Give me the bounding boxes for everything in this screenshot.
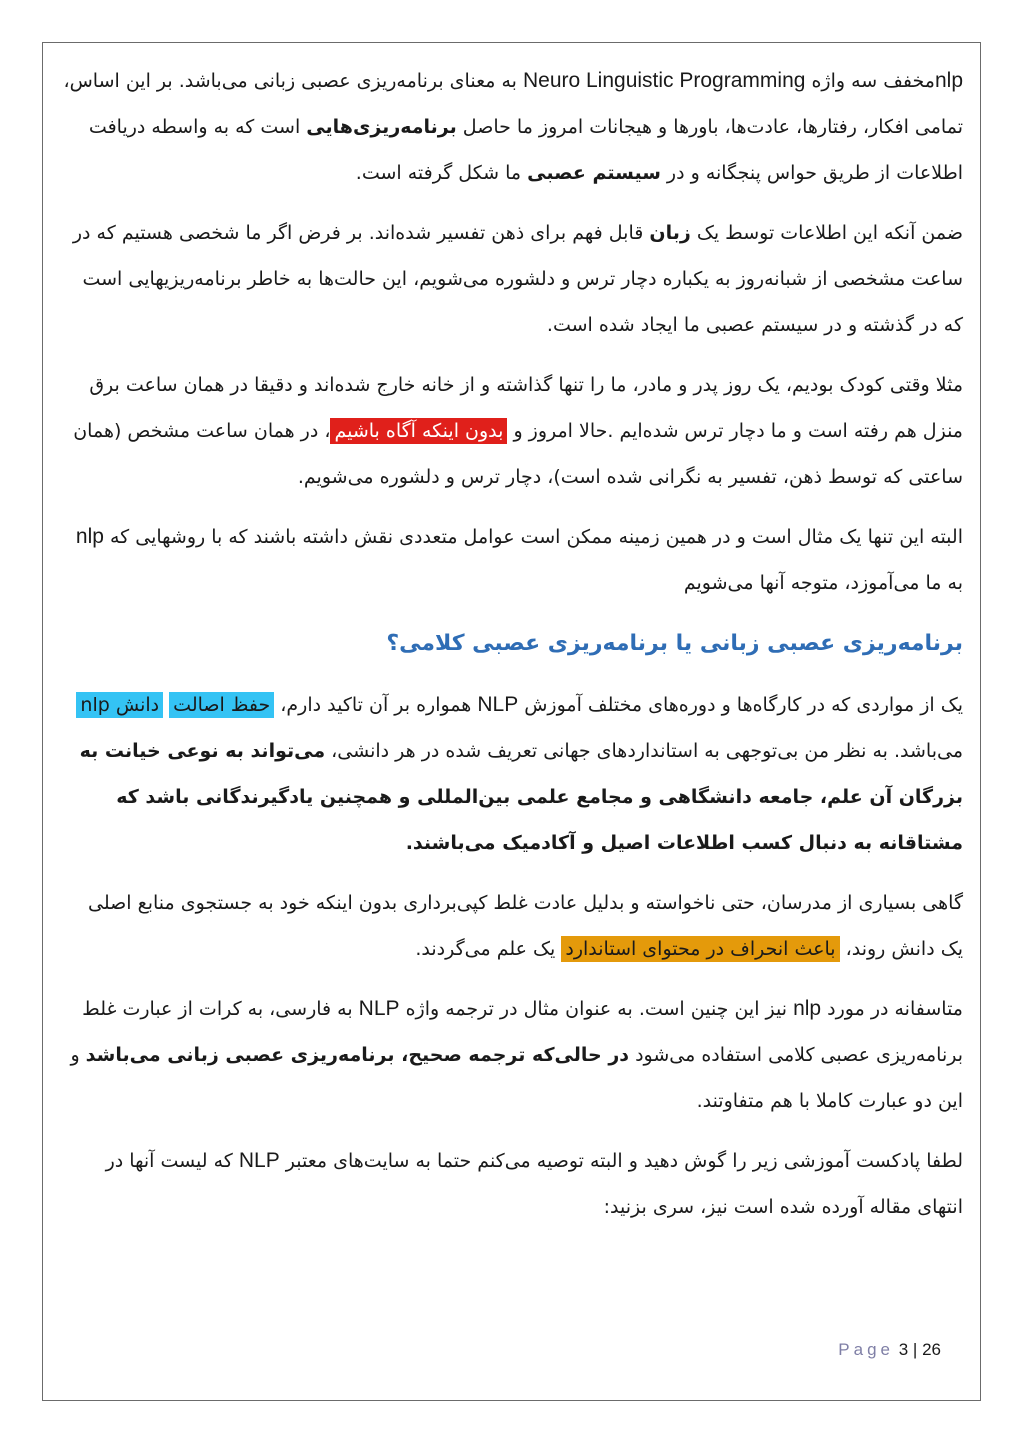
highlight-blue: دانش nlp	[76, 692, 163, 718]
highlight-red: بدون اینکه آگاه باشیم	[330, 418, 507, 444]
bold-statement: می‌تواند به نوعی خیانت به بزرگان آن علم، جامعه دانشگاهی و مجامع علمی بین‌المللی و همچنین یادگیرندگانی باشد که مشتاقانه به دنبال کسب اطلاعات اصیل و آکادمیک می‌باشند.	[79, 740, 963, 854]
paragraph-4: البته این تنها یک مثال است و در همین زمینه ممکن است عوامل متعددی نقش داشته باشند که با روشهایی که nlp به ما می‌آموزد، متوجه آنها می‌شویم	[75, 525, 963, 594]
paragraph-6: گاهی بسیاری از مدرسان، حتی ناخواسته و بدلیل عادت غلط کپی‌برداری بدون اینکه خود به جستجوی منابع اصلی یک دانش روند، باعث انحراف در محتوای استاندارد یک علم می‌گردند.	[88, 892, 963, 960]
document-body	[60, 58, 963, 1230]
paragraph-8: لطفا پادکست آموزشی زیر را گوش دهید و البته توصیه می‌کنم حتما به سایت‌های معتبر NLP که لیست آنها در انتهای مقاله آورده شده است نیز، سری بزنید:	[105, 1149, 963, 1218]
acronym-nlp: nlp	[75, 525, 104, 548]
highlight-orange: باعث انحراف در محتوای استاندارد	[561, 936, 839, 962]
highlight-blue: حفظ اصالت	[169, 692, 274, 718]
page-separator: |	[912, 1340, 918, 1359]
bold-term: برنامه‌ریزی‌هایی	[306, 116, 457, 138]
page-number: 3	[898, 1340, 909, 1359]
bold-term: زبان	[649, 222, 691, 244]
bold-statement: در حالی‌که ترجمه صحیح، برنامه‌ریزی عصبی زبانی می‌باشد	[85, 1044, 630, 1066]
english-term: Neuro Linguistic Programming	[522, 69, 806, 92]
paragraph-2: ضمن آنکه این اطلاعات توسط یک زبان قابل فهم برای ذهن تفسیر شده‌اند. بر فرض اگر ما شخصی هستیم که در ساعت مشخصی از شبانه‌روز به یکباره دچار ترس و دلشوره می‌شویم، این حالت‌ها به خاطر برنامه‌ریزیهایی است که در گذشته و در سیستم عصبی ما ایجاد شده است.	[72, 222, 963, 336]
acronym-nlp: nlp	[793, 997, 822, 1020]
acronym-nlp: NLP	[358, 997, 400, 1020]
paragraph-1: nlpمخفف سه واژه Neuro Linguistic Programming به معنای برنامه‌ریزی عصبی زبانی می‌باشد. بر این اساس، تمامی افکار، رفتارها، عادت‌ها، باورها و هیجانات امروز ما حاصل برنامه‌ریزی‌هایی است که به واسطه دریافت اطلاعات از طریق حواس پنجگانه و در سیستم عصبی ما شکل گرفته است.	[63, 69, 963, 184]
paragraph-7: متاسفانه در مورد nlp نیز این چنین است. به عنوان مثال در ترجمه واژه NLP به فارسی، به کرات از عبارت غلط برنامه‌ریزی عصبی کلامی استفاده می‌شود در حالی‌که ترجمه صحیح، برنامه‌ریزی عصبی زبانی می‌باشد و این دو عبارت کاملا با هم متفاوتند.	[70, 997, 963, 1112]
page-total: 26	[922, 1340, 941, 1359]
paragraph-5: یک از مواردی که در کارگاه‌ها و دوره‌های مختلف آموزش NLP همواره بر آن تاکید دارم، حفظ اصالت دانش nlp می‌باشد. به نظر من بی‌توجهی به استانداردهای جهانی تعریف شده در هر دانشی، می‌تواند به نوعی خیانت به بزرگان آن علم، جامعه دانشگاهی و مجامع علمی بین‌المللی و همچنین یادگیرندگانی باشد که مشتاقانه به دنبال کسب اطلاعات اصیل و آکادمیک می‌باشند.	[60, 682, 963, 866]
section-heading: برنامه‌ریزی عصبی زبانی یا برنامه‌ریزی عصبی کلامی؟	[386, 631, 963, 656]
bold-term: سیستم عصبی	[527, 162, 661, 184]
acronym-nlp: nlp	[934, 69, 963, 92]
acronym-nlp: NLP	[238, 1149, 280, 1172]
page-number-footer	[838, 1340, 941, 1360]
paragraph-3: مثلا وقتی کودک بودیم، یک روز پدر و مادر، ما را تنها گذاشته و از خانه خارج شده‌اند و دقیقا در همان ساعت برق منزل هم رفته است و ما دچار ترس شده‌ایم .حالا امروز و بدون اینکه آگاه باشیم، در همان ساعت مشخص (همان ساعتی که توسط ذهن، تفسیر به نگرانی شده است)، دچار ترس و دلشوره می‌شویم.	[73, 374, 963, 488]
acronym-nlp: NLP	[477, 693, 519, 716]
page-label: Page	[838, 1340, 894, 1359]
